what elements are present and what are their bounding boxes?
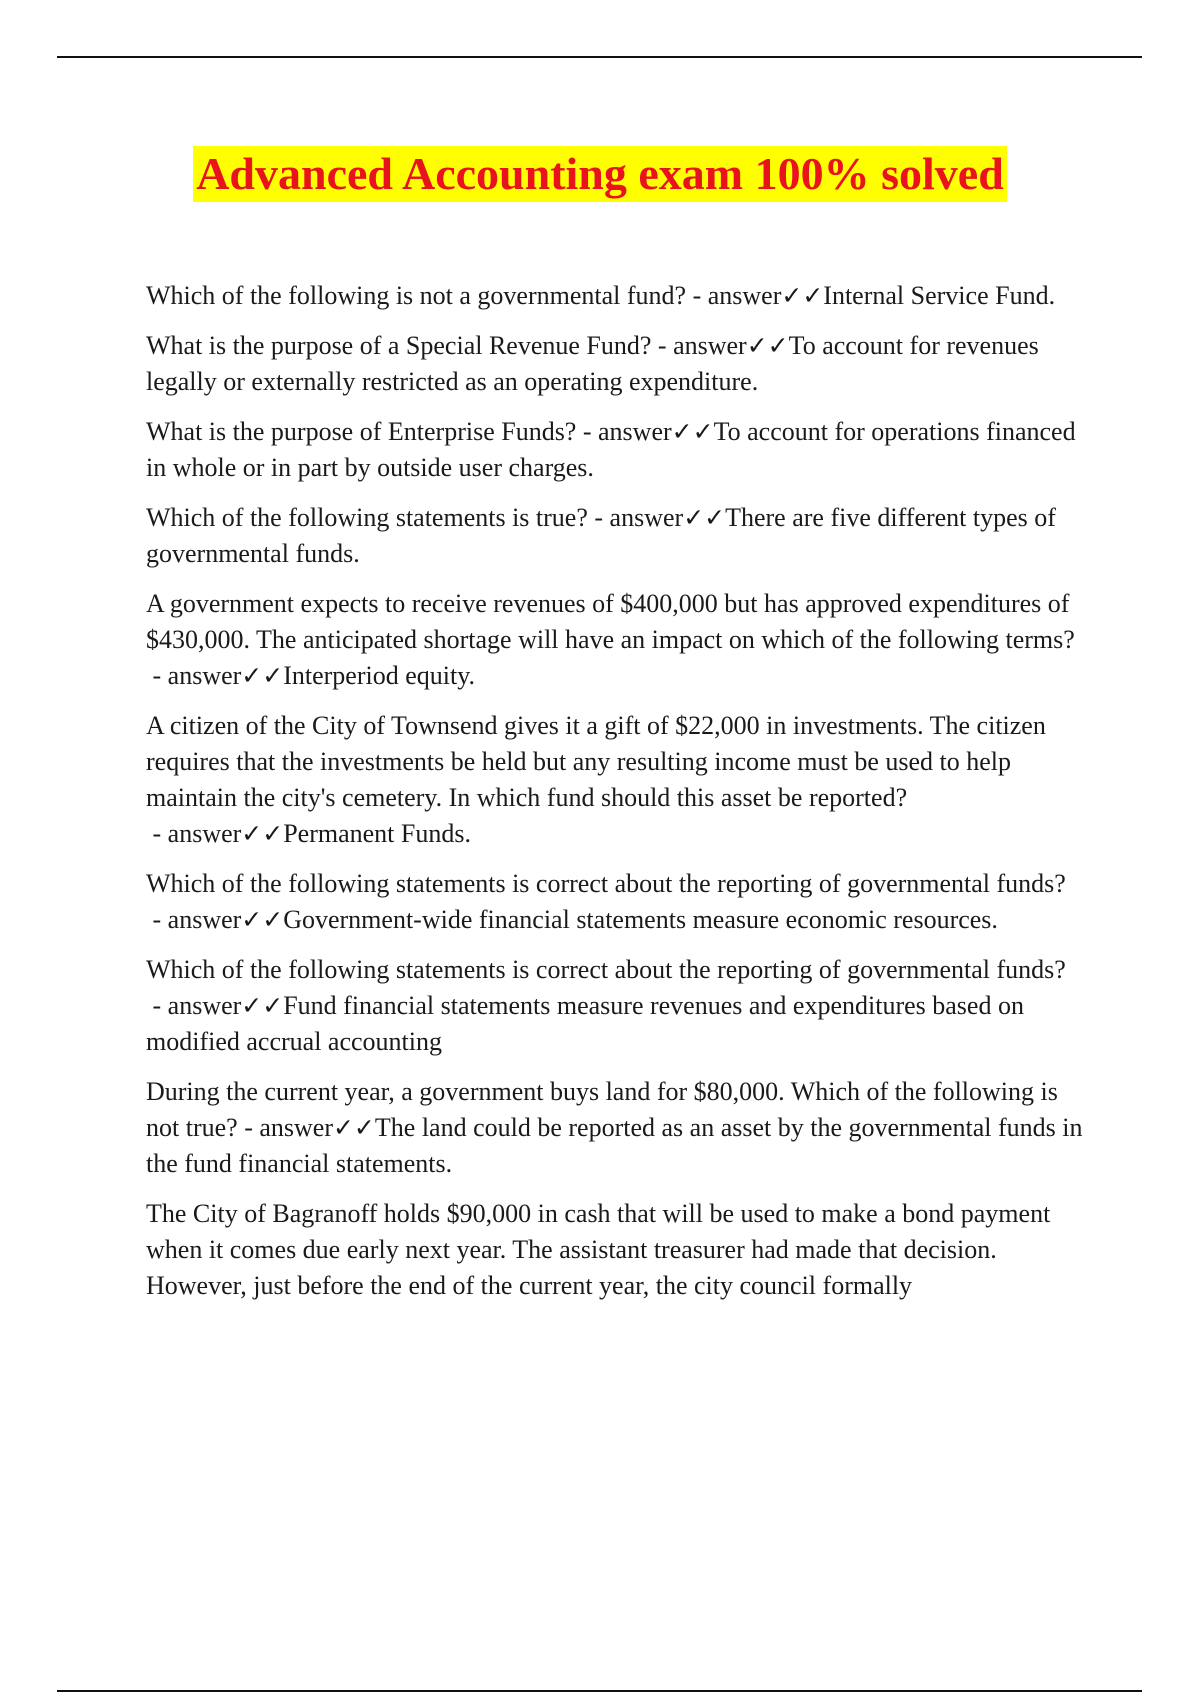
qa-item xyxy=(146,278,1096,314)
qa-item xyxy=(146,1074,1096,1182)
qa-item xyxy=(146,586,1096,694)
trailing-paragraph: The City of Bagranoff holds $90,000 in cash that will be used to make a bond payment when it comes due early next year. The assistant treasurer had made that decision. However, just before the end of the current year, the city council formally xyxy=(146,1199,1051,1300)
answer-separator: - answer xyxy=(146,991,242,1020)
answer-separator: - answer xyxy=(576,417,672,446)
question-text: Which of the following statements is correct about the reporting of governmental funds? xyxy=(146,955,1066,984)
answer-text: Interperiod equity. xyxy=(283,661,476,690)
title-container xyxy=(0,146,1200,202)
qa-item xyxy=(146,866,1096,938)
check-marks-icon: ✓✓ xyxy=(241,819,284,848)
question-text: Which of the following statements is true? xyxy=(146,503,588,532)
question-text: Which of the following statements is correct about the reporting of governmental funds? xyxy=(146,869,1066,898)
question-text: A government expects to receive revenues of $400,000 but has approved expenditures of $430,000. The anticipated shortage will have an impact on which of the following terms? xyxy=(146,589,1075,654)
check-marks-icon: ✓✓ xyxy=(683,503,726,532)
check-marks-icon: ✓✓ xyxy=(241,905,284,934)
answer-separator: - answer xyxy=(146,661,242,690)
document-title: Advanced Accounting exam 100% solved xyxy=(193,146,1007,202)
check-marks-icon: ✓✓ xyxy=(332,1113,375,1142)
answer-text: The land could be reported as an asset by the governmental funds in the fund financial statements. xyxy=(146,1113,1083,1178)
answer-separator: - answer xyxy=(587,503,684,532)
check-marks-icon: ✓✓ xyxy=(746,331,789,360)
answer-text: Permanent Funds. xyxy=(283,819,471,848)
answer-text: Government-wide financial statements measure economic resources. xyxy=(283,905,998,934)
question-text: What is the purpose of a Special Revenue Fund? xyxy=(146,331,652,360)
answer-text: Fund financial statements measure revenues and expenditures based on modified accrual accounting xyxy=(146,991,1024,1056)
qa-item xyxy=(146,328,1096,400)
question-text: During the current year, a government buys land for $80,000. Which of the following is not true? xyxy=(146,1077,1058,1142)
question-text: A citizen of the City of Townsend gives it a gift of $22,000 in investments. The citizen requires that the investments be held but any resulting income must be used to help maintain the city's cemetery. In which fund should this asset be reported? xyxy=(146,711,1046,812)
answer-separator: - answer xyxy=(146,819,242,848)
check-marks-icon: ✓✓ xyxy=(241,991,284,1020)
qa-item xyxy=(146,414,1096,486)
bottom-rule xyxy=(57,1690,1142,1692)
answer-text: To account for operations financed in whole or in part by outside user charges. xyxy=(146,417,1076,482)
answer-separator: - answer xyxy=(237,1113,333,1142)
qa-item xyxy=(146,500,1096,572)
question-text: What is the purpose of Enterprise Funds? xyxy=(146,417,577,446)
answer-separator: - answer xyxy=(146,905,242,934)
qa-list xyxy=(146,278,1096,1318)
check-marks-icon: ✓✓ xyxy=(781,281,824,310)
answer-text: Internal Service Fund. xyxy=(823,281,1056,310)
answer-text: There are five different types of governmental funds. xyxy=(146,503,1056,568)
answer-separator: - answer xyxy=(686,281,782,310)
qa-item xyxy=(146,952,1096,1060)
check-marks-icon: ✓✓ xyxy=(671,417,714,446)
answer-separator: - answer xyxy=(651,331,747,360)
question-text: Which of the following is not a governmental fund? xyxy=(146,281,687,310)
answer-text: To account for revenues legally or externally restricted as an operating expenditure. xyxy=(146,331,1039,396)
top-rule xyxy=(57,56,1142,58)
qa-item xyxy=(146,708,1096,852)
check-marks-icon: ✓✓ xyxy=(241,661,284,690)
